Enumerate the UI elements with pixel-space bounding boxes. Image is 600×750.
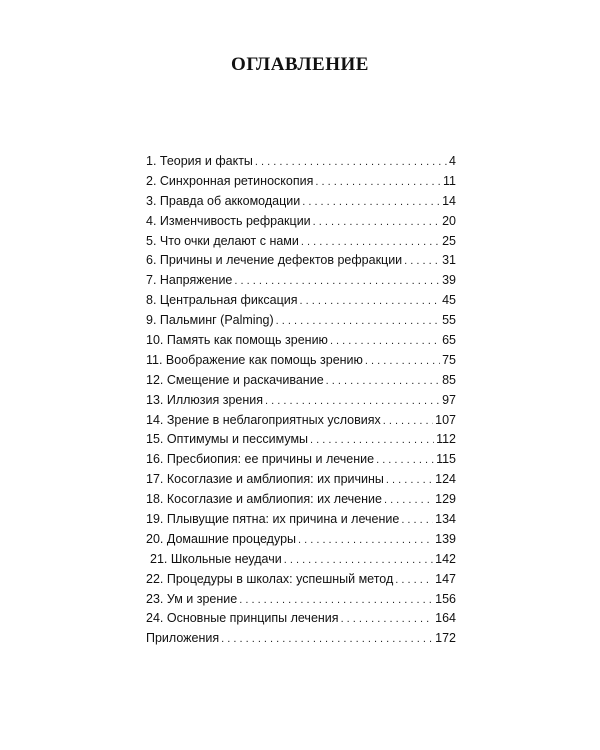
toc-entry[interactable] xyxy=(146,430,456,450)
toc-entry-page: 75 xyxy=(442,352,456,367)
toc-entry-page: 172 xyxy=(435,631,456,646)
toc-entry-title: 16. Пресбиопия: ее причины и лечение xyxy=(146,452,375,467)
toc-entry-page: 134 xyxy=(435,512,456,527)
toc-entry[interactable] xyxy=(146,450,456,470)
toc-entry[interactable] xyxy=(146,530,456,550)
toc-entry-page: 107 xyxy=(435,412,456,427)
toc-entry-title: 13. Иллюзия зрения xyxy=(146,392,264,407)
toc-entry[interactable] xyxy=(146,550,456,570)
dot-leader xyxy=(383,412,433,432)
toc-entry-page: 45 xyxy=(442,293,456,308)
toc-entry-title: 23. Ум и зрение xyxy=(146,591,238,606)
toc-entry[interactable] xyxy=(146,570,456,590)
toc-entry-title: 24. Основные принципы лечения xyxy=(146,611,339,626)
toc-entry-title: 21. Школьные неудачи xyxy=(150,551,282,566)
toc-entry-page: 124 xyxy=(435,472,456,487)
toc-entry[interactable] xyxy=(146,351,456,371)
toc-entry[interactable] xyxy=(146,411,456,431)
toc-entry-page: 115 xyxy=(436,452,456,467)
toc-entry[interactable] xyxy=(146,331,456,351)
toc-entry-title: Приложения xyxy=(146,631,220,646)
dot-leader xyxy=(302,193,440,213)
toc-entry[interactable] xyxy=(146,470,456,490)
toc-entry[interactable] xyxy=(146,271,456,291)
dot-leader xyxy=(401,511,433,531)
toc-entry-page: 65 xyxy=(442,333,456,348)
dot-leader xyxy=(395,571,433,591)
toc-entry-page: 147 xyxy=(435,571,456,586)
dot-leader xyxy=(365,352,440,372)
toc-entry-title: 8. Центральная фиксация xyxy=(146,293,298,308)
toc-entry-page: 11 xyxy=(443,173,456,188)
toc-entry[interactable] xyxy=(146,609,456,629)
toc-heading: ОГЛАВЛЕНИЕ xyxy=(231,54,369,75)
toc-entry-page: 164 xyxy=(435,611,456,626)
dot-leader xyxy=(386,471,433,491)
toc-entry-page: 85 xyxy=(442,372,456,387)
toc-entry-title: 12. Смещение и раскачивание xyxy=(146,372,324,387)
table-of-contents xyxy=(146,152,456,649)
toc-entry-page: 31 xyxy=(442,253,456,268)
toc-entry-title: 5. Что очки делают с нами xyxy=(146,233,299,248)
toc-entry-title: 11. Воображение как помощь зрению xyxy=(146,352,363,367)
dot-leader xyxy=(330,332,440,352)
dot-leader xyxy=(326,372,440,392)
toc-entry[interactable] xyxy=(146,152,456,172)
toc-entry-title: 22. Процедуры в школах: успешный метод xyxy=(146,571,394,586)
dot-leader xyxy=(341,610,434,630)
dot-leader xyxy=(313,213,440,233)
dot-leader xyxy=(276,312,440,332)
toc-entry-title: 17. Косоглазие и амблиопия: их причины xyxy=(146,472,384,487)
toc-entry-title: 10. Память как помощь зрению xyxy=(146,333,328,348)
dot-leader xyxy=(298,531,433,551)
toc-entry[interactable] xyxy=(146,232,456,252)
toc-entry[interactable] xyxy=(146,510,456,530)
toc-entry-title: 9. Пальминг (Palming) xyxy=(146,313,274,328)
toc-entry-title: 3. Правда об аккомодации xyxy=(146,193,301,208)
toc-entry[interactable] xyxy=(146,291,456,311)
toc-entry-page: 55 xyxy=(442,313,456,328)
dot-leader xyxy=(265,392,440,412)
toc-entry-title: 20. Домашние процедуры xyxy=(146,531,296,546)
toc-entry-page: 142 xyxy=(435,551,456,566)
dot-leader xyxy=(301,233,440,253)
toc-entry[interactable] xyxy=(146,371,456,391)
toc-entry[interactable] xyxy=(146,311,456,331)
toc-entry-page: 4 xyxy=(449,154,456,168)
dot-leader xyxy=(255,153,447,173)
toc-entry-page: 112 xyxy=(436,432,456,447)
toc-entry-title: 7. Напряжение xyxy=(146,273,233,288)
toc-entry-page: 20 xyxy=(442,213,456,228)
toc-entry[interactable] xyxy=(146,590,456,610)
toc-entry-page: 25 xyxy=(442,233,456,248)
toc-entry-title: 14. Зрение в неблагоприятных условиях xyxy=(146,412,381,427)
toc-entry-page: 39 xyxy=(442,273,456,288)
dot-leader xyxy=(384,491,433,511)
toc-entry[interactable] xyxy=(146,629,456,649)
toc-entry-title: 4. Изменчивость рефракции xyxy=(146,213,311,228)
dot-leader xyxy=(310,431,434,451)
toc-entry-title: 6. Причины и лечение дефектов рефракции xyxy=(146,253,403,268)
toc-entry[interactable] xyxy=(146,212,456,232)
toc-entry-page: 129 xyxy=(435,492,456,507)
toc-entry-title: 1. Теория и факты xyxy=(146,154,253,168)
toc-entry-title: 2. Синхронная ретиноскопия xyxy=(146,173,314,188)
toc-entry[interactable] xyxy=(146,490,456,510)
toc-entry-title: 15. Оптимумы и пессимумы xyxy=(146,432,309,447)
toc-entry-page: 139 xyxy=(435,531,456,546)
dot-leader xyxy=(376,451,434,471)
toc-entry[interactable] xyxy=(146,251,456,271)
dot-leader xyxy=(221,630,433,650)
toc-entry-page: 156 xyxy=(435,591,456,606)
dot-leader xyxy=(234,272,440,292)
toc-entry-title: 19. Плывущие пятна: их причина и лечение xyxy=(146,512,400,527)
dot-leader xyxy=(315,173,441,193)
toc-entry-page: 14 xyxy=(442,193,456,208)
toc-entry-page: 97 xyxy=(442,392,456,407)
toc-entry[interactable] xyxy=(146,391,456,411)
dot-leader xyxy=(284,551,433,571)
dot-leader xyxy=(404,252,440,272)
dot-leader xyxy=(300,292,441,312)
toc-entry[interactable] xyxy=(146,172,456,192)
toc-entry[interactable] xyxy=(146,192,456,212)
dot-leader xyxy=(239,591,433,611)
toc-entry-title: 18. Косоглазие и амблиопия: их лечение xyxy=(146,492,382,507)
